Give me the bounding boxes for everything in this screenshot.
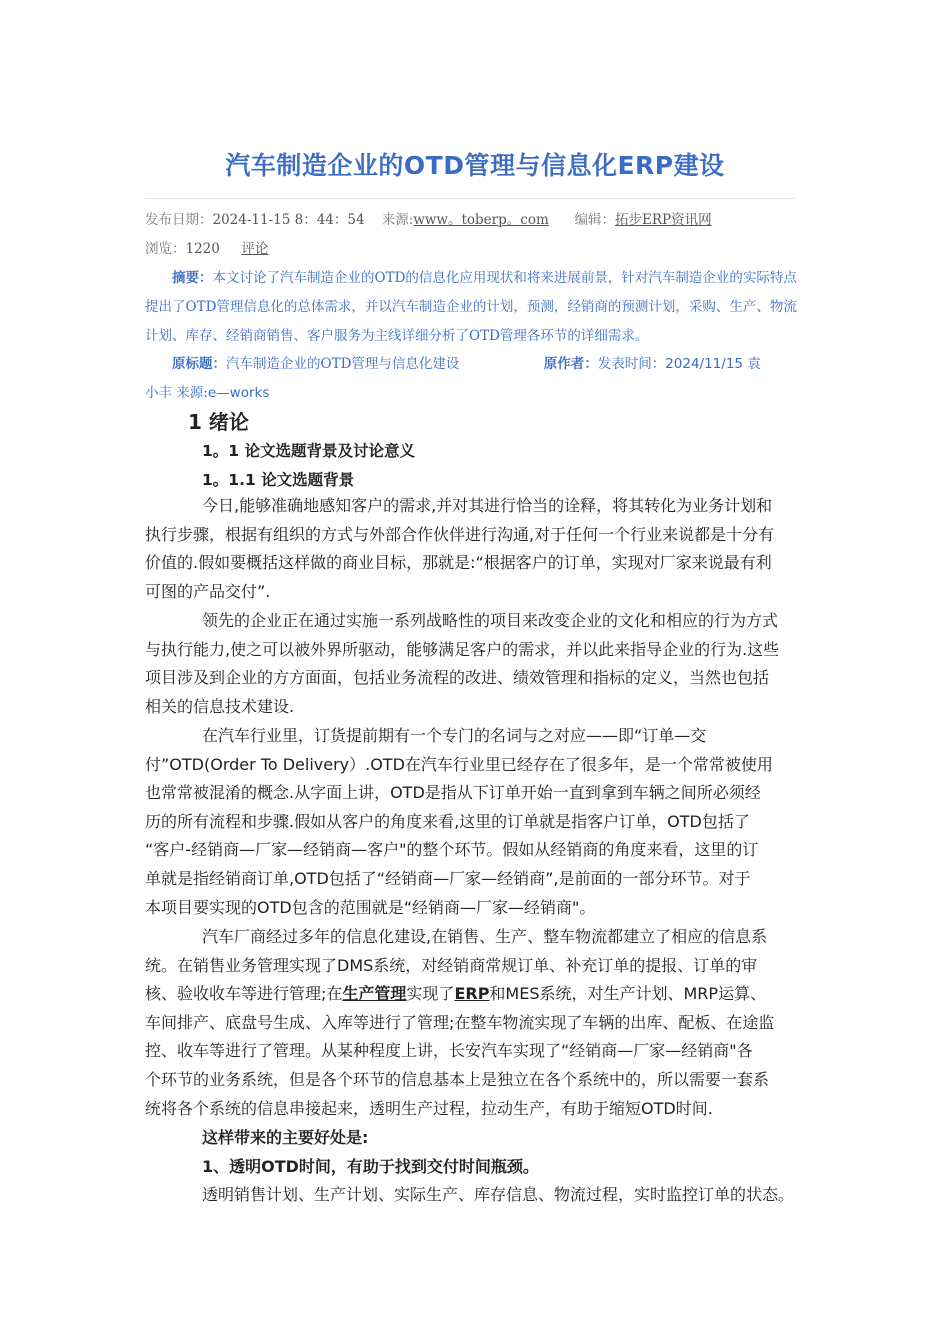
source-link[interactable]: www。toberp。com [413,212,549,228]
heading-1-1-1: 1。1.1 论文选题背景 [202,471,355,489]
meta-line-1 [145,208,712,228]
text-line: 统将各个系统的信息串接起来，透明生产过程，拉动生产，有助于缩短OTD时间. [145,1098,713,1118]
original-source-label: 来源: [176,385,208,401]
text-line: 历的所有流程和步骤.假如从客户的角度来看,这里的订单就是指客户订单，OTD包括了 [145,811,750,831]
heading-1: 1 绪论 [188,410,249,434]
text-line: 单就是指经销商订单,OTD包括了“经销商—厂家—经销商”,是前面的一部分环节。对于 [145,868,751,888]
text-line: “客户-经销商—厂家—经销商—客户"的整个环节。假如从经销商的角度来看，这里的订 [145,840,759,860]
text-line: 今日,能够准确地感知客户的需求,并对其进行恰当的诠释，将其转化为业务计划和 [202,496,773,515]
text-line-with-links [145,980,810,1009]
page-title: 汽车制造企业的OTD管理与信息化ERP建设 [225,151,725,180]
text-line: 车间排产、底盘号生成、入库等进行了管理;在整车物流实现了车辆的出库、配板、在途监 [145,1012,775,1032]
views-label: 浏览： [145,241,186,257]
meta-line-2 [145,237,268,257]
comment-link[interactable]: 评论 [241,241,269,257]
text-line: 相关的信息技术建设. [145,696,295,716]
paragraph-2 [145,607,810,721]
text-segment: 核、验收收车等进行管理;在 [145,984,343,1004]
text-line: 项目涉及到企业的方方面面，包括业务流程的改进、绩效管理和指标的定义，当然也包括 [145,668,770,688]
production-management-link[interactable]: 生产管理 [342,984,407,1004]
original-source: e—works [207,385,270,401]
text-segment: 实现了 [406,984,455,1004]
original-author-label: 原作者： [543,356,598,372]
text-line: 汽车厂商经过多年的信息化建设,在销售、生产、整车物流都建立了相应的信息系 [202,927,768,946]
text-line: 付”OTD(Order To Delivery）.OTD在汽车行业里已经存在了很多年，是一个常常被使用 [145,754,773,774]
benefits-heading: 这样带来的主要好处是: [202,1128,369,1147]
benefit-1-heading: 1、透明OTD时间，有助于找到交付时间瓶颈。 [202,1156,539,1176]
abstract [145,264,810,351]
editor-label: 编辑： [574,212,615,228]
paragraph-3 [145,722,810,922]
original-info-line-1 [145,352,810,372]
benefits-heading-block [145,1124,810,1210]
text-line: 控、收车等进行了管理。从某种程度上讲，长安汽车实现了“经销商—厂家—经销商"各 [145,1041,753,1061]
author-name-part2: 小丰 [145,385,172,401]
heading-1-1: 1。1 论文选题背景及讨论意义 [202,442,415,460]
abstract-text: 本文讨论了汽车制造企业的OTD的信息化应用现状和将来进展前景，针对汽车制造企业的实际特点提出了OTD管理信息化的总体需求，并以汽车制造企业的计划，预测，经销商的预测计划，采购、生产、物流计划、库存、经销商销售、客户服务为主线详细分析了OTD管理各环节的详细需求。 [145,270,797,344]
original-title-label: 原标题： [172,356,226,372]
abstract-label: 摘要： [172,270,213,286]
pub-label: 发表时间： [597,356,666,372]
editor-link[interactable]: 拓步ERP资讯网 [615,212,712,228]
text-line: 可图的产品交付”. [145,581,271,601]
pub-date: 2024/11/15 [665,356,744,372]
text-line: 与执行能力,使之可以被外界所驱动，能够满足客户的需求，并以此来指导企业的行为.这些 [145,639,780,659]
source-label: 来源: [381,212,414,228]
text-line: 价值的.假如要概括这样做的商业目标，那就是:“根据客户的订单，实现对厂家来说最有利 [145,553,772,573]
author-name-part1: 袁 [747,356,761,372]
text-line: 个环节的业务系统，但是各个环节的信息基本上是独立在各个系统中的，所以需要一套系 [145,1069,770,1089]
publish-date: 2024-11-15 8：44：54 [212,212,365,228]
erp-link[interactable]: ERP [454,984,490,1004]
paragraph-4 [145,923,810,1123]
paragraph-1 [145,492,810,606]
text-line: 在汽车行业里，订货提前期有一个专门的名词与之对应——即“订单—交 [202,726,707,745]
text-line: 透明销售计划、生产计划、实际生产、库存信息、物流过程，实时监控订单的状态。 [202,1185,795,1205]
text-line: 领先的企业正在通过实施一系列战略性的项目来改变企业的文化和相应的行为方式 [202,611,779,630]
text-line: 执行步骤，根据有组织的方式与外部合作伙伴进行沟通,对于任何一个行业来说都是十分有 [145,524,775,544]
date-label: 发布日期： [145,212,213,228]
views-count: 1220 [185,241,220,257]
text-segment: 和MES系统，对生产计划、MRP运算、 [489,984,767,1004]
original-title: 汽车制造企业的OTD管理与信息化建设 [226,356,460,372]
text-line: 本项目要实现的OTD包含的范围就是“经销商—厂家—经销商"。 [145,897,596,917]
text-line: 也常常被混淆的概念.从字面上讲，OTD是指从下订单开始一直到拿到车辆之间所必须经 [145,783,761,803]
original-info-line-2 [145,381,810,401]
text-line: 统。在销售业务管理实现了DMS系统，对经销商常规订单、补充订单的提报、订单的审 [145,955,758,975]
title-divider [145,198,795,199]
